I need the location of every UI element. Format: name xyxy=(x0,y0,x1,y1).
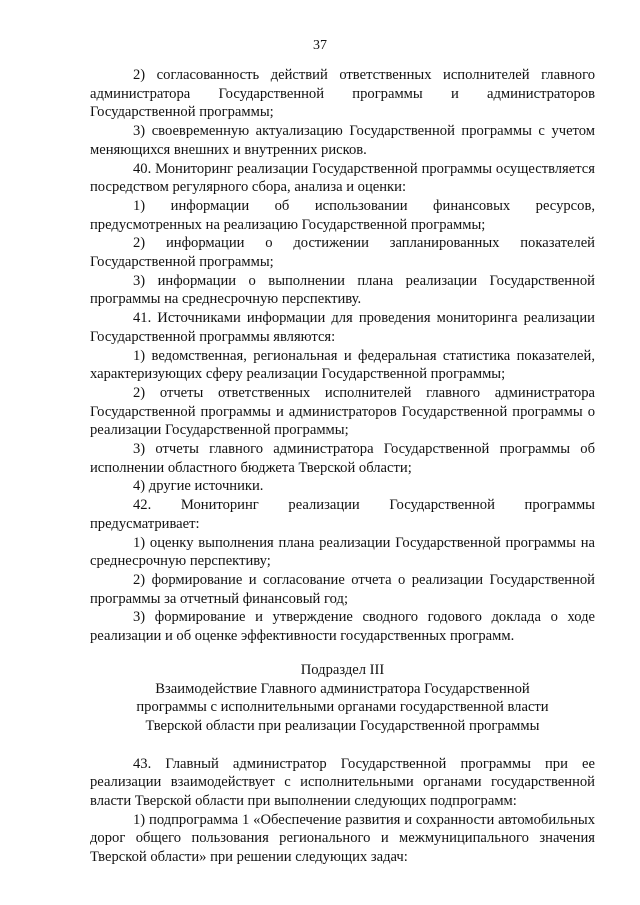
paragraph: 43. Главный администратор Государственной программы при ее реализации взаимодействует с исполнительными органами государственной власти Тверской области при выполнении следующих подпрограмм: xyxy=(90,755,595,810)
paragraph: 2) согласованность действий ответственных исполнителей главного администратора Государственной программы и администраторов Государственной программы; xyxy=(90,67,595,121)
paragraph: 1) подпрограмма 1 «Обеспечение развития и сохранности автомобильных дорог общего пользования регионального и межмуниципального значения Тверской области» при решении следующих задач: xyxy=(90,811,595,866)
document-body xyxy=(90,66,595,867)
subsection-label: Подраздел III xyxy=(300,661,385,678)
paragraph: 1) ведомственная, региональная и федеральная статистика показателей, характеризующих сферу реализации Государственной программы; xyxy=(90,347,595,383)
paragraph: 2) формирование и согласование отчета о реализации Государственной программы за отчетный финансовый год; xyxy=(90,571,595,607)
paragraph: 40. Мониторинг реализации Государственной программы осуществляется посредством регулярного сбора, анализа и оценки: xyxy=(90,160,595,196)
paragraph: 3) формирование и утверждение сводного годового доклада о ходе реализации и об оценке эффективности государственных программ. xyxy=(90,609,595,645)
paragraph: 1) информации об использовании финансовых ресурсов, предусмотренных на реализацию Государственной программы; xyxy=(90,197,595,233)
paragraph: 1) оценку выполнения плана реализации Государственной программы на среднесрочную перспективу; xyxy=(90,534,595,570)
paragraph: 42. Мониторинг реализации Государственной программы предусматривает: xyxy=(90,497,595,532)
paragraph: 3) информации о выполнении плана реализации Государственной программы на среднесрочную перспективу. xyxy=(90,272,595,308)
page-number: 37 xyxy=(313,38,327,53)
subsection-title-line: Взаимодействие Главного администратора Государственной xyxy=(155,680,530,697)
paragraph: 4) другие источники. xyxy=(133,478,264,495)
subsection-title-line: Тверской области при реализации Государственной программы xyxy=(145,717,540,734)
paragraph: 2) информации о достижении запланированных показателей Государственной программы; xyxy=(90,235,595,271)
paragraph: 3) своевременную актуализацию Государственной программы с учетом меняющихся внешних и внутренних рисков. xyxy=(90,123,595,158)
paragraph: 41. Источниками информации для проведения мониторинга реализации Государственной программы являются: xyxy=(90,310,595,345)
paragraph: 3) отчеты главного администратора Государственной программы об исполнении областного бюджета Тверской области; xyxy=(90,441,595,476)
paragraph: 2) отчеты ответственных исполнителей главного администратора Государственной программы и администраторов Государственной программы о реализации Государственной программы; xyxy=(90,384,595,439)
subsection-heading xyxy=(90,661,595,736)
subsection-title-line: программы с исполнительными органами государственной власти xyxy=(136,699,549,716)
